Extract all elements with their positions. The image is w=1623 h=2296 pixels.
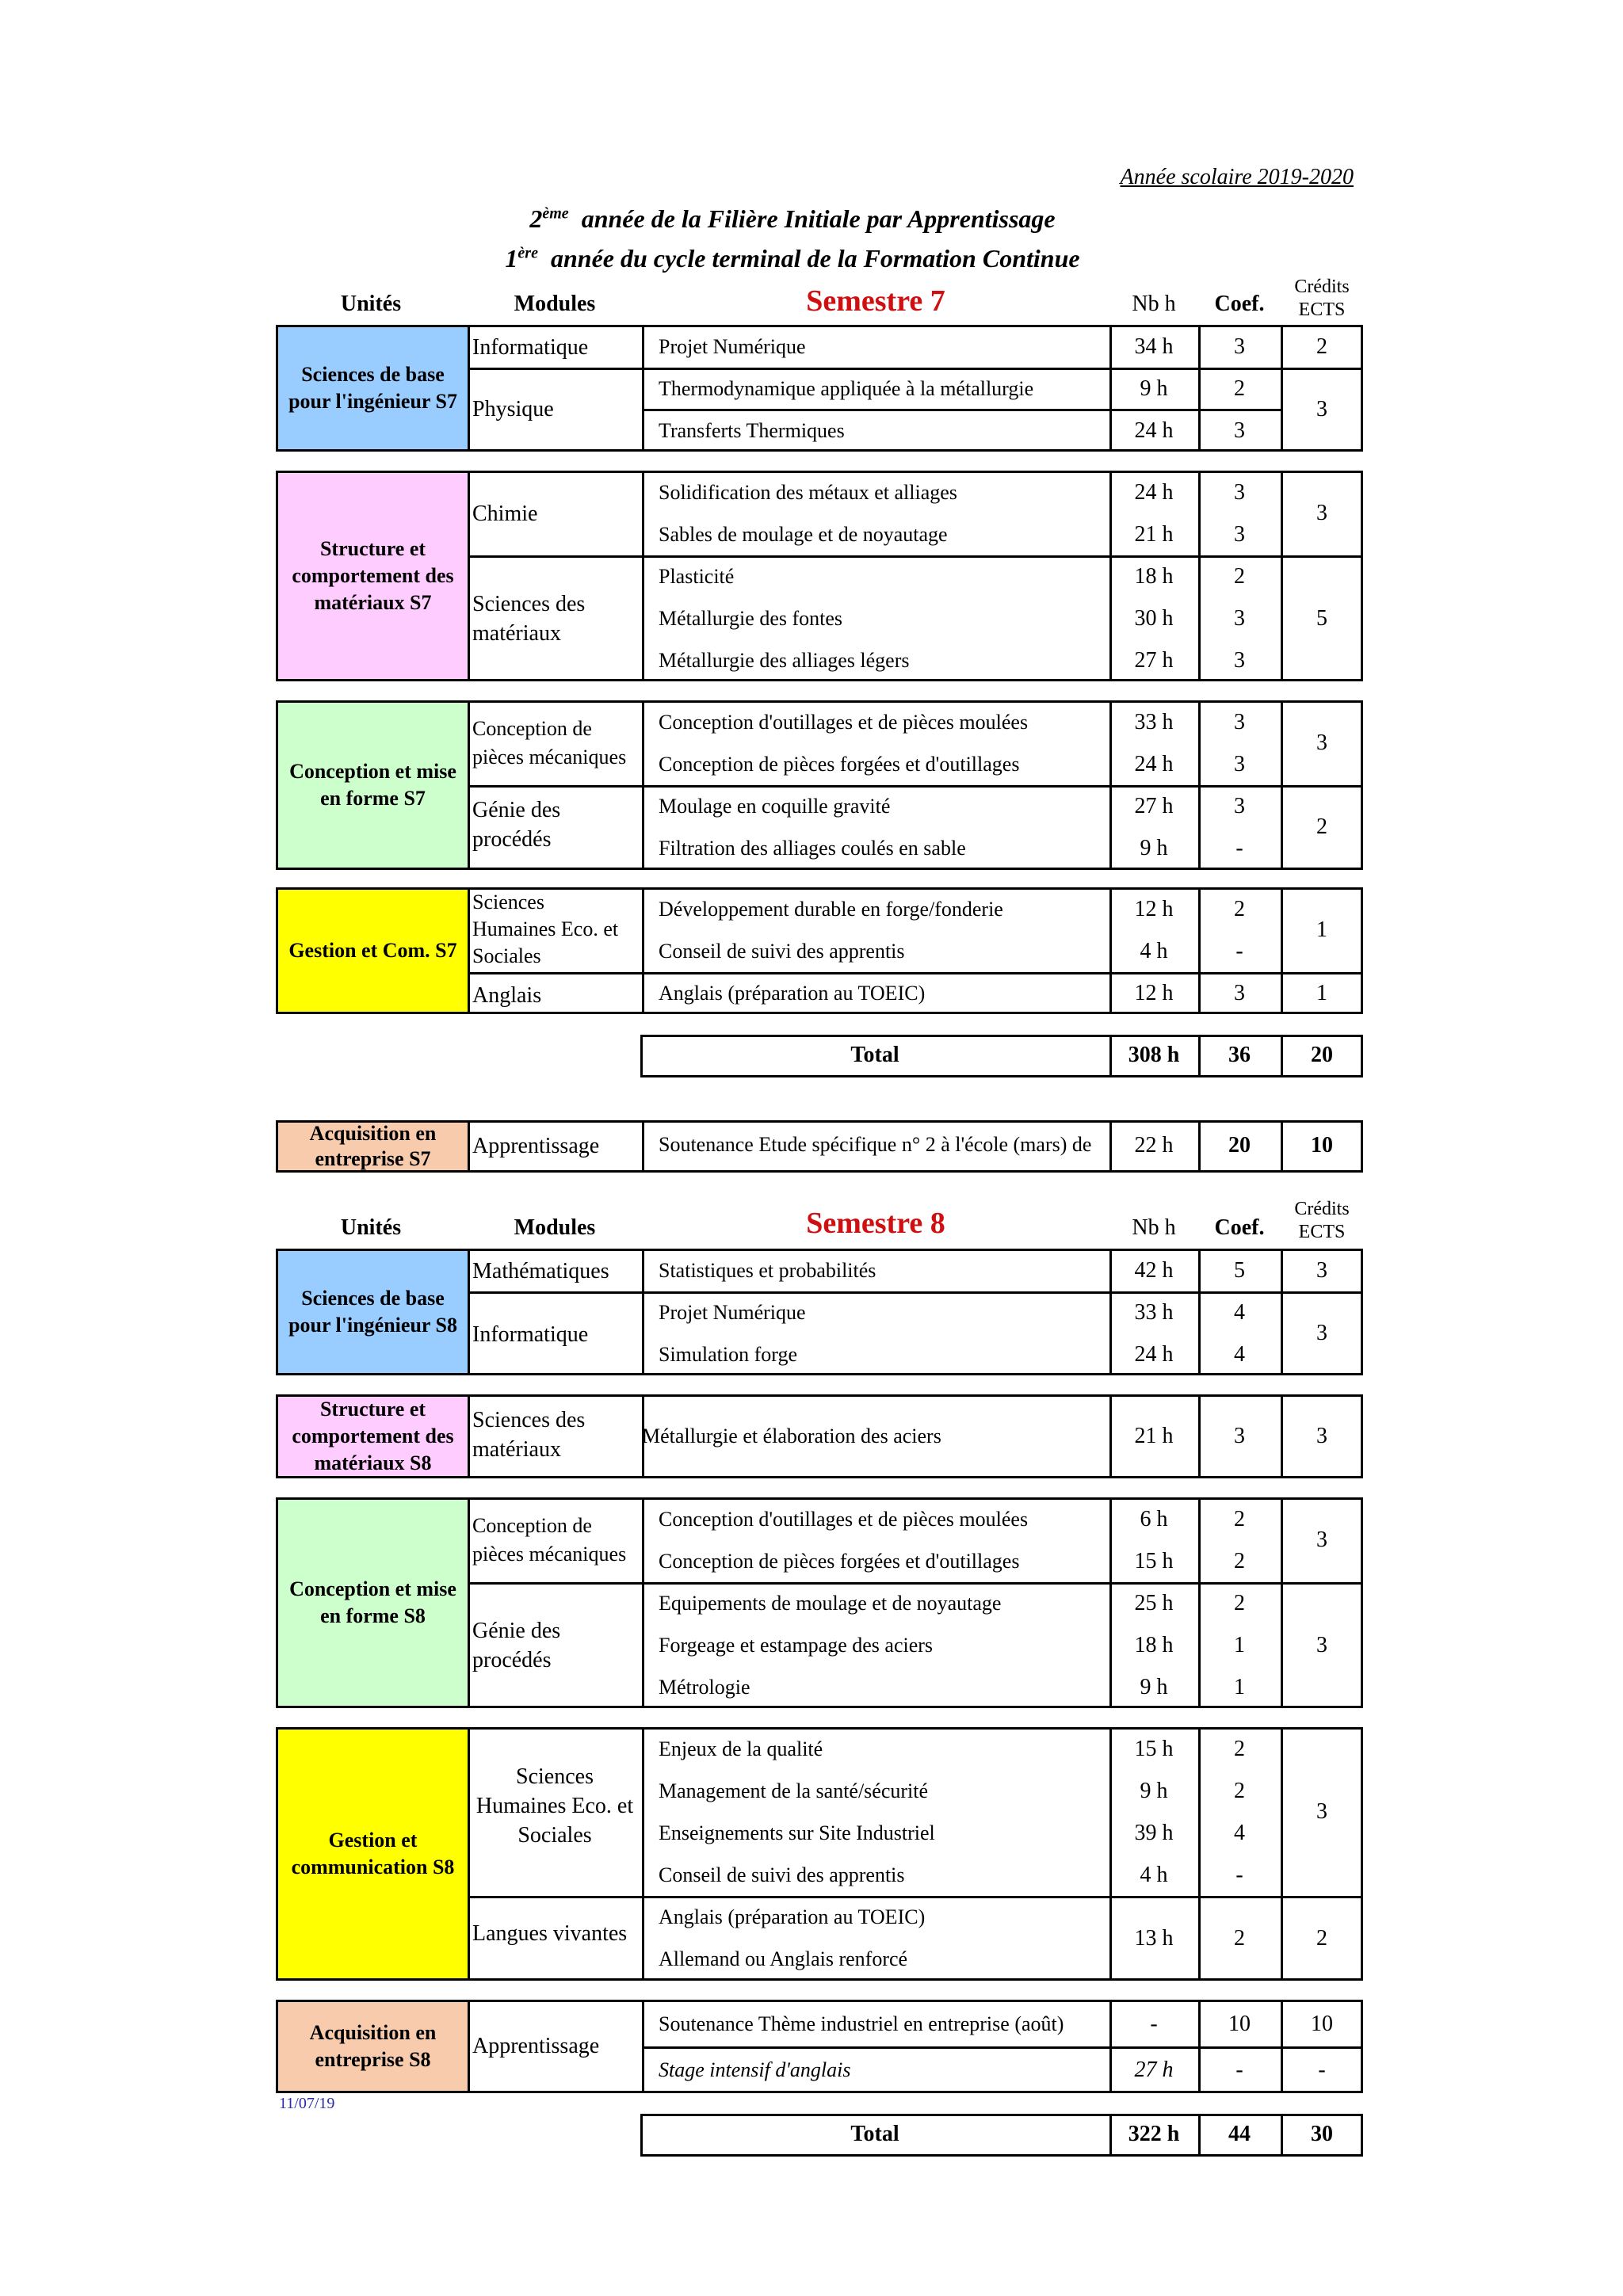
coef-cell: 2 xyxy=(1234,1549,1245,1573)
course-row: Conseil de suivi des apprentis xyxy=(659,1863,905,1886)
course-row: Transferts Thermiques xyxy=(659,419,845,442)
module-sciences-materiaux: Sciences des matériaux xyxy=(472,1408,586,1462)
course-row: Moulage en coquille gravité xyxy=(659,795,891,818)
coef-cell: 3 xyxy=(1234,334,1245,359)
hours-cell: 9 h xyxy=(1140,836,1168,860)
col-coef: Coef. xyxy=(1214,292,1265,316)
course-row: Enseignements sur Site Industriel xyxy=(659,1821,935,1844)
credits-cell: 3 xyxy=(1316,501,1327,525)
total-coef: 44 xyxy=(1228,2122,1251,2146)
hours-cell: 33 h xyxy=(1134,1300,1174,1325)
unit-structure-s7: Structure et comportement des matériaux S7 xyxy=(276,471,470,681)
module-langues-vivantes: Langues vivantes xyxy=(472,1921,628,1946)
course-row: Métrologie xyxy=(659,1676,750,1699)
course-row: Equipements de moulage et de noyautage xyxy=(659,1592,1002,1615)
hours-cell: 12 h xyxy=(1134,981,1174,1005)
coef-cell: 3 xyxy=(1234,710,1245,734)
col-modules: Modules xyxy=(514,1215,596,1240)
unit-gestion-s8: Gestion et communication S8 xyxy=(276,1727,470,1981)
module-apprentissage: Apprentissage xyxy=(472,1134,600,1158)
unit-acquisition-s7: Acquisition en entreprise S7 xyxy=(276,1120,470,1173)
hours-cell: 27 h xyxy=(1134,794,1174,818)
coef-cell: 2 xyxy=(1234,897,1245,921)
coef-cell: 3 xyxy=(1234,480,1245,505)
coef-cell: 1 xyxy=(1234,1675,1245,1699)
coef-cell: 10 xyxy=(1228,2012,1251,2036)
hours-cell: 12 h xyxy=(1134,897,1174,921)
unit-structure-s8: Structure et comportement des matériaux S8 xyxy=(276,1394,470,1478)
unit-conception-s8: Conception et mise en forme S8 xyxy=(276,1497,470,1708)
hours-cell: 6 h xyxy=(1140,1507,1168,1531)
hours-cell: 34 h xyxy=(1134,334,1174,359)
credits-cell: 3 xyxy=(1316,1799,1327,1824)
unit-acquisition-s8: Acquisition en entreprise S8 xyxy=(276,2000,470,2093)
total-label: Total xyxy=(850,2122,899,2146)
course-row: Anglais (préparation au TOEIC) xyxy=(659,1905,926,1928)
hours-cell: 9 h xyxy=(1140,376,1168,401)
coef-cell: 4 xyxy=(1234,1300,1245,1325)
module-genie-procedes: Génie des procédés xyxy=(472,798,561,852)
module-chimie: Chimie xyxy=(472,502,538,526)
course-row: Soutenance Thème industriel en entreprise (août) xyxy=(659,2012,1064,2035)
title-line-2: 1ère année du cycle terminal de la Formation Continue xyxy=(505,244,1080,273)
hours-cell: 21 h xyxy=(1134,522,1174,547)
unit-gestion-s7: Gestion et Com. S7 xyxy=(276,887,470,1014)
module-mathematiques: Mathématiques xyxy=(472,1259,609,1283)
hours-cell: 27 h xyxy=(1134,648,1174,673)
course-row: Enjeux de la qualité xyxy=(659,1737,823,1760)
coef-cell: 2 xyxy=(1234,1737,1245,1761)
school-year: Année scolaire 2019-2020 xyxy=(1120,165,1354,189)
coef-cell: 3 xyxy=(1234,1424,1245,1448)
course-row: Projet Numérique xyxy=(659,335,806,358)
course-row: Thermodynamique appliquée à la métallurgie xyxy=(659,377,1034,400)
module-sciences-materiaux: Sciences des matériaux xyxy=(472,592,586,646)
credits-cell: 3 xyxy=(1316,730,1327,755)
course-row: Conception de pièces forgées et d'outillages xyxy=(659,753,1020,776)
coef-cell: 3 xyxy=(1234,418,1245,443)
unit-sciences-base-s8: Sciences de base pour l'ingénieur S8 xyxy=(276,1249,470,1375)
course-row: Statistiques et probabilités xyxy=(659,1259,876,1282)
coef-cell: 2 xyxy=(1234,1926,1245,1951)
course-row: Management de la santé/sécurité xyxy=(659,1779,929,1802)
coef-cell: 3 xyxy=(1234,606,1245,631)
coef-cell: 2 xyxy=(1234,1507,1245,1531)
credits-cell: 10 xyxy=(1311,1133,1333,1158)
hours-cell: 15 h xyxy=(1134,1737,1174,1761)
course-row: Stage intensif d'anglais xyxy=(659,2058,851,2081)
course-row: Allemand ou Anglais renforcé xyxy=(659,1947,908,1970)
hours-cell: 39 h xyxy=(1134,1821,1174,1845)
coef-cell: 4 xyxy=(1234,1821,1245,1845)
coef-cell: 2 xyxy=(1234,564,1245,589)
hours-cell: 9 h xyxy=(1140,1779,1168,1803)
coef-cell: - xyxy=(1235,2058,1243,2082)
hours-cell: 27 h xyxy=(1134,2058,1174,2082)
hours-cell: 42 h xyxy=(1134,1258,1174,1283)
module-anglais: Anglais xyxy=(472,983,542,1008)
coef-cell: 3 xyxy=(1234,794,1245,818)
course-row: Anglais (préparation au TOEIC) xyxy=(659,982,926,1005)
title-line-1: 2ème année de la Filière Initiale par Apprentissage xyxy=(529,204,1056,233)
course-row: Conseil de suivi des apprentis xyxy=(659,940,905,963)
coef-cell: 1 xyxy=(1234,1633,1245,1657)
course-row: Conception d'outillages et de pièces moulées xyxy=(659,711,1029,734)
coef-cell: 3 xyxy=(1234,648,1245,673)
coef-cell: 3 xyxy=(1234,522,1245,547)
hours-cell: 24 h xyxy=(1134,752,1174,776)
total-hours: 308 h xyxy=(1128,1043,1180,1067)
credits-cell: 3 xyxy=(1316,1424,1327,1448)
hours-cell: 9 h xyxy=(1140,1675,1168,1699)
credits-cell: 3 xyxy=(1316,1321,1327,1345)
module-genie-procedes: Génie des procédés xyxy=(472,1619,561,1672)
coef-cell: 4 xyxy=(1234,1342,1245,1367)
course-row: Sables de moulage et de noyautage xyxy=(659,523,948,546)
course-row: Solidification des métaux et alliages xyxy=(659,481,957,504)
hours-cell: 25 h xyxy=(1134,1591,1174,1615)
semester-7-title: Semestre 7 xyxy=(806,284,945,318)
course-row: Métallurgie des alliages légers xyxy=(659,649,910,672)
hours-cell: 13 h xyxy=(1134,1926,1174,1951)
credits-cell: 3 xyxy=(1316,1258,1327,1283)
hours-cell: 24 h xyxy=(1134,418,1174,443)
hours-cell: 15 h xyxy=(1134,1549,1174,1573)
coef-cell: 2 xyxy=(1234,1779,1245,1803)
total-hours: 322 h xyxy=(1128,2122,1180,2146)
hours-cell: 4 h xyxy=(1140,939,1168,963)
module-sciences-humaines: Sciences Humaines Eco. et Sociales xyxy=(475,1764,634,1848)
col-credits: Crédits ECTS xyxy=(1294,1199,1350,1242)
coef-cell: - xyxy=(1235,939,1243,963)
credits-cell: 1 xyxy=(1316,917,1327,942)
total-credits: 20 xyxy=(1311,1043,1333,1067)
coef-cell: 3 xyxy=(1234,981,1245,1005)
hours-cell: - xyxy=(1150,2012,1158,2036)
total-credits: 30 xyxy=(1311,2122,1333,2146)
module-apprentissage: Apprentissage xyxy=(472,2034,600,2058)
hours-cell: 18 h xyxy=(1134,1633,1174,1657)
unit-conception-s7: Conception et mise en forme S7 xyxy=(276,700,470,870)
total-coef: 36 xyxy=(1228,1043,1251,1067)
course-row: Conception de pièces forgées et d'outillages xyxy=(659,1550,1020,1573)
hours-cell: 21 h xyxy=(1134,1424,1174,1448)
credits-cell: 1 xyxy=(1316,981,1327,1005)
credits-cell: - xyxy=(1318,2058,1326,2082)
hours-cell: 4 h xyxy=(1140,1863,1168,1887)
col-credits: Crédits ECTS xyxy=(1294,277,1350,320)
credits-cell: 3 xyxy=(1316,397,1327,421)
hours-cell: 33 h xyxy=(1134,710,1174,734)
course-row: Projet Numérique xyxy=(659,1301,806,1324)
col-coef: Coef. xyxy=(1214,1215,1265,1240)
module-informatique: Informatique xyxy=(472,335,589,360)
course-row: Plasticité xyxy=(659,565,735,588)
hours-cell: 24 h xyxy=(1134,1342,1174,1367)
credits-cell: 2 xyxy=(1316,814,1327,839)
coef-cell: 3 xyxy=(1234,752,1245,776)
coef-cell: - xyxy=(1235,1863,1243,1887)
hours-cell: 22 h xyxy=(1134,1133,1174,1158)
module-conception-pieces: Conception de pièces mécaniques xyxy=(472,1514,627,1566)
course-row: Conception d'outillages et de pièces moulées xyxy=(659,1508,1029,1531)
module-physique: Physique xyxy=(472,397,554,421)
course-row: Filtration des alliages coulés en sable xyxy=(659,837,966,860)
course-row: Développement durable en forge/fonderie xyxy=(659,898,1003,921)
col-nbh: Nb h xyxy=(1132,1215,1176,1240)
coef-cell: 2 xyxy=(1234,1591,1245,1615)
module-sciences-humaines: Sciences Humaines Eco. et Sociales xyxy=(472,891,619,967)
credits-cell: 3 xyxy=(1316,1527,1327,1552)
credits-cell: 3 xyxy=(1316,1633,1327,1657)
semester-8-title: Semestre 8 xyxy=(806,1207,945,1240)
col-modules: Modules xyxy=(514,292,596,316)
col-nbh: Nb h xyxy=(1132,292,1176,316)
total-label: Total xyxy=(850,1043,899,1067)
col-units: Unités xyxy=(340,292,402,316)
hours-cell: 18 h xyxy=(1134,564,1174,589)
credits-cell: 2 xyxy=(1316,334,1327,359)
coef-cell: 2 xyxy=(1234,376,1245,401)
course-row: Métallurgie des fontes xyxy=(659,607,843,630)
coef-cell: 20 xyxy=(1228,1133,1251,1158)
hours-cell: 30 h xyxy=(1134,606,1174,631)
course-row: Métallurgie et élaboration des aciers xyxy=(642,1425,941,1447)
hours-cell: 24 h xyxy=(1134,480,1174,505)
course-row: Simulation forge xyxy=(659,1343,798,1366)
unit-sciences-base-s7: Sciences de base pour l'ingénieur S7 xyxy=(276,325,470,452)
credits-cell: 2 xyxy=(1316,1926,1327,1951)
footer-date: 11/07/19 xyxy=(279,2095,335,2112)
course-row: Soutenance Etude spécifique n° 2 à l'école (mars) de xyxy=(659,1133,1092,1156)
credits-cell: 10 xyxy=(1311,2012,1333,2036)
module-conception-pieces: Conception de pièces mécaniques xyxy=(472,717,627,769)
col-units: Unités xyxy=(340,1215,402,1240)
coef-cell: - xyxy=(1235,836,1243,860)
credits-cell: 5 xyxy=(1316,606,1327,631)
module-informatique: Informatique xyxy=(472,1322,589,1347)
course-row: Forgeage et estampage des aciers xyxy=(659,1634,934,1657)
coef-cell: 5 xyxy=(1234,1258,1245,1283)
